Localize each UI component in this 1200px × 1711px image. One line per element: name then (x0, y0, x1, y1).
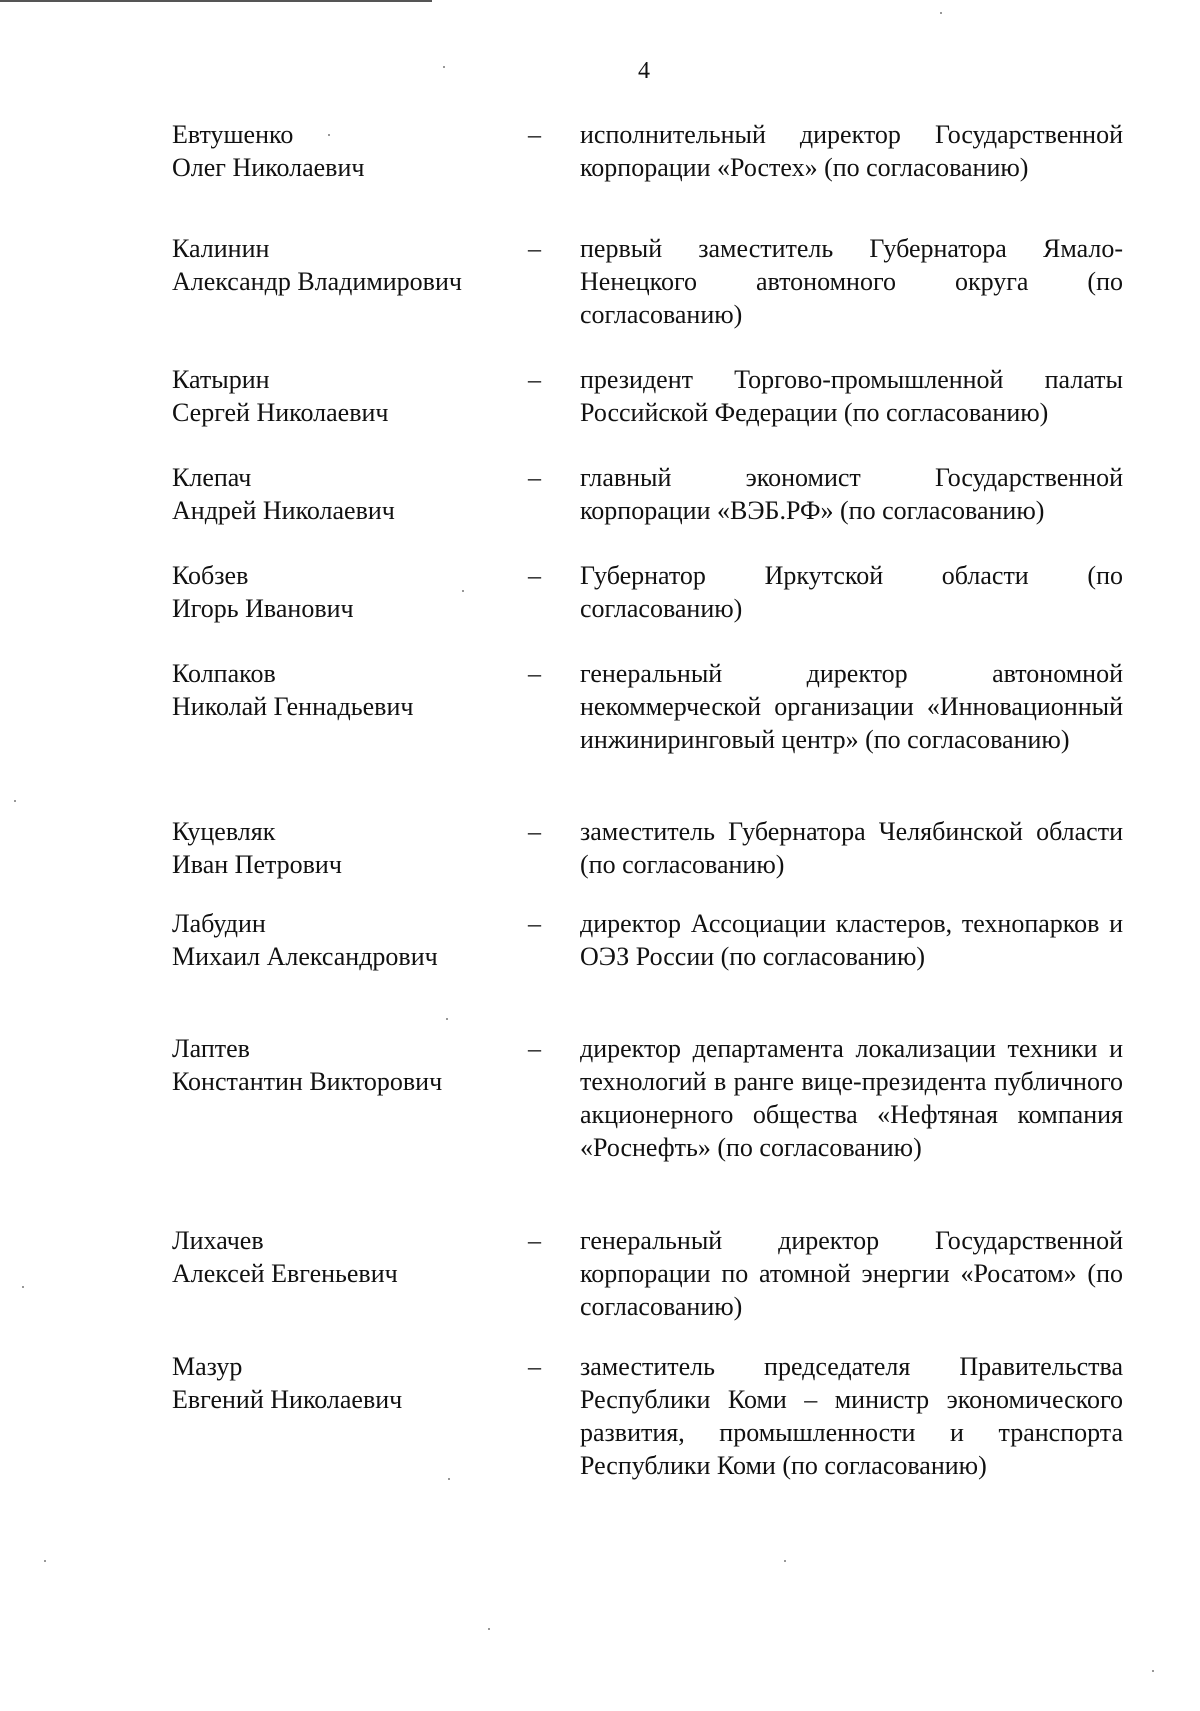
member-name (172, 118, 512, 184)
separator-dash: – (528, 659, 541, 688)
member-name (172, 1224, 512, 1290)
member-given-names: Алексей Евгеньевич (172, 1259, 398, 1288)
member-surname: Евтушенко (172, 120, 294, 149)
member-name (172, 461, 512, 527)
member-role: генеральный директор автономной некоммерческой организации «Инновационный инжиниринговый центр» (по согласованию) (580, 659, 1123, 754)
member-role: исполнительный директор Государственной корпорации «Ростех» (по согласованию) (580, 120, 1123, 182)
scan-speck (328, 134, 330, 136)
member-surname: Кобзев (172, 561, 249, 590)
member-surname: Лаптев (172, 1034, 250, 1063)
separator-dash: – (528, 1226, 541, 1255)
scan-speck (446, 1018, 448, 1020)
scan-speck (1152, 1670, 1154, 1672)
separator-dash: – (528, 817, 541, 846)
member-role: директор Ассоциации кластеров, технопарков и ОЭЗ России (по согласованию) (580, 909, 1123, 971)
member-surname: Колпаков (172, 659, 276, 688)
member-surname: Клепач (172, 463, 252, 492)
member-given-names: Михаил Александрович (172, 942, 438, 971)
separator-dash: – (528, 1352, 541, 1381)
member-name (172, 1350, 512, 1416)
member-given-names: Николай Геннадьевич (172, 692, 414, 721)
member-role: заместитель Губернатора Челябинской области (по согласованию) (580, 817, 1123, 879)
member-given-names: Константин Викторович (172, 1067, 443, 1096)
member-name (172, 657, 512, 723)
scan-speck (488, 1628, 490, 1630)
member-role: генеральный директор Государственной корпорации по атомной энергии «Росатом» (по согласованию) (580, 1226, 1123, 1321)
member-given-names: Игорь Иванович (172, 594, 354, 623)
member-role: заместитель председателя Правительства Республики Коми – министр экономического развития, промышленности и транспорта Республики Коми (по согласованию) (580, 1352, 1123, 1480)
separator-dash: – (528, 365, 541, 394)
scan-speck (448, 1478, 450, 1480)
member-surname: Мазур (172, 1352, 243, 1381)
member-role: президент Торгово-промышленной палаты Российской Федерации (по согласованию) (580, 365, 1123, 427)
member-role: первый заместитель Губернатора Ямало-Ненецкого автономного округа (по согласованию) (580, 234, 1123, 329)
member-surname: Лихачев (172, 1226, 264, 1255)
scan-speck (44, 1560, 46, 1562)
member-name (172, 363, 512, 429)
member-surname: Куцевляк (172, 817, 276, 846)
member-surname: Калинин (172, 234, 270, 263)
separator-dash: – (528, 234, 541, 263)
member-given-names: Иван Петрович (172, 850, 342, 879)
separator-dash: – (528, 120, 541, 149)
member-role: главный экономист Государственной корпорации «ВЭБ.РФ» (по согласованию) (580, 463, 1123, 525)
top-rule (0, 0, 432, 2)
member-given-names: Сергей Николаевич (172, 398, 389, 427)
member-role: Губернатор Иркутской области (по согласованию) (580, 561, 1123, 623)
scan-speck (14, 800, 16, 802)
separator-dash: – (528, 463, 541, 492)
scan-speck (462, 590, 464, 592)
scan-speck (443, 66, 445, 68)
scan-speck (940, 12, 942, 14)
separator-dash: – (528, 561, 541, 590)
member-name (172, 815, 512, 881)
member-name (172, 232, 512, 298)
member-name (172, 559, 512, 625)
member-role: директор департамента локализации техники и технологий в ранге вице-президента публичного акционерного общества «Нефтяная компания «Роснефть» (по согласованию) (580, 1034, 1123, 1162)
member-name (172, 1032, 512, 1098)
member-given-names: Александр Владимирович (172, 267, 462, 296)
member-given-names: Евгений Николаевич (172, 1385, 403, 1414)
page-number: 4 (638, 58, 650, 84)
member-given-names: Олег Николаевич (172, 153, 365, 182)
scan-speck (784, 1560, 786, 1562)
member-given-names: Андрей Николаевич (172, 496, 395, 525)
separator-dash: – (528, 909, 541, 938)
scan-speck (22, 1286, 24, 1288)
member-surname: Лабудин (172, 909, 266, 938)
member-surname: Катырин (172, 365, 270, 394)
member-name (172, 907, 512, 973)
separator-dash: – (528, 1034, 541, 1063)
